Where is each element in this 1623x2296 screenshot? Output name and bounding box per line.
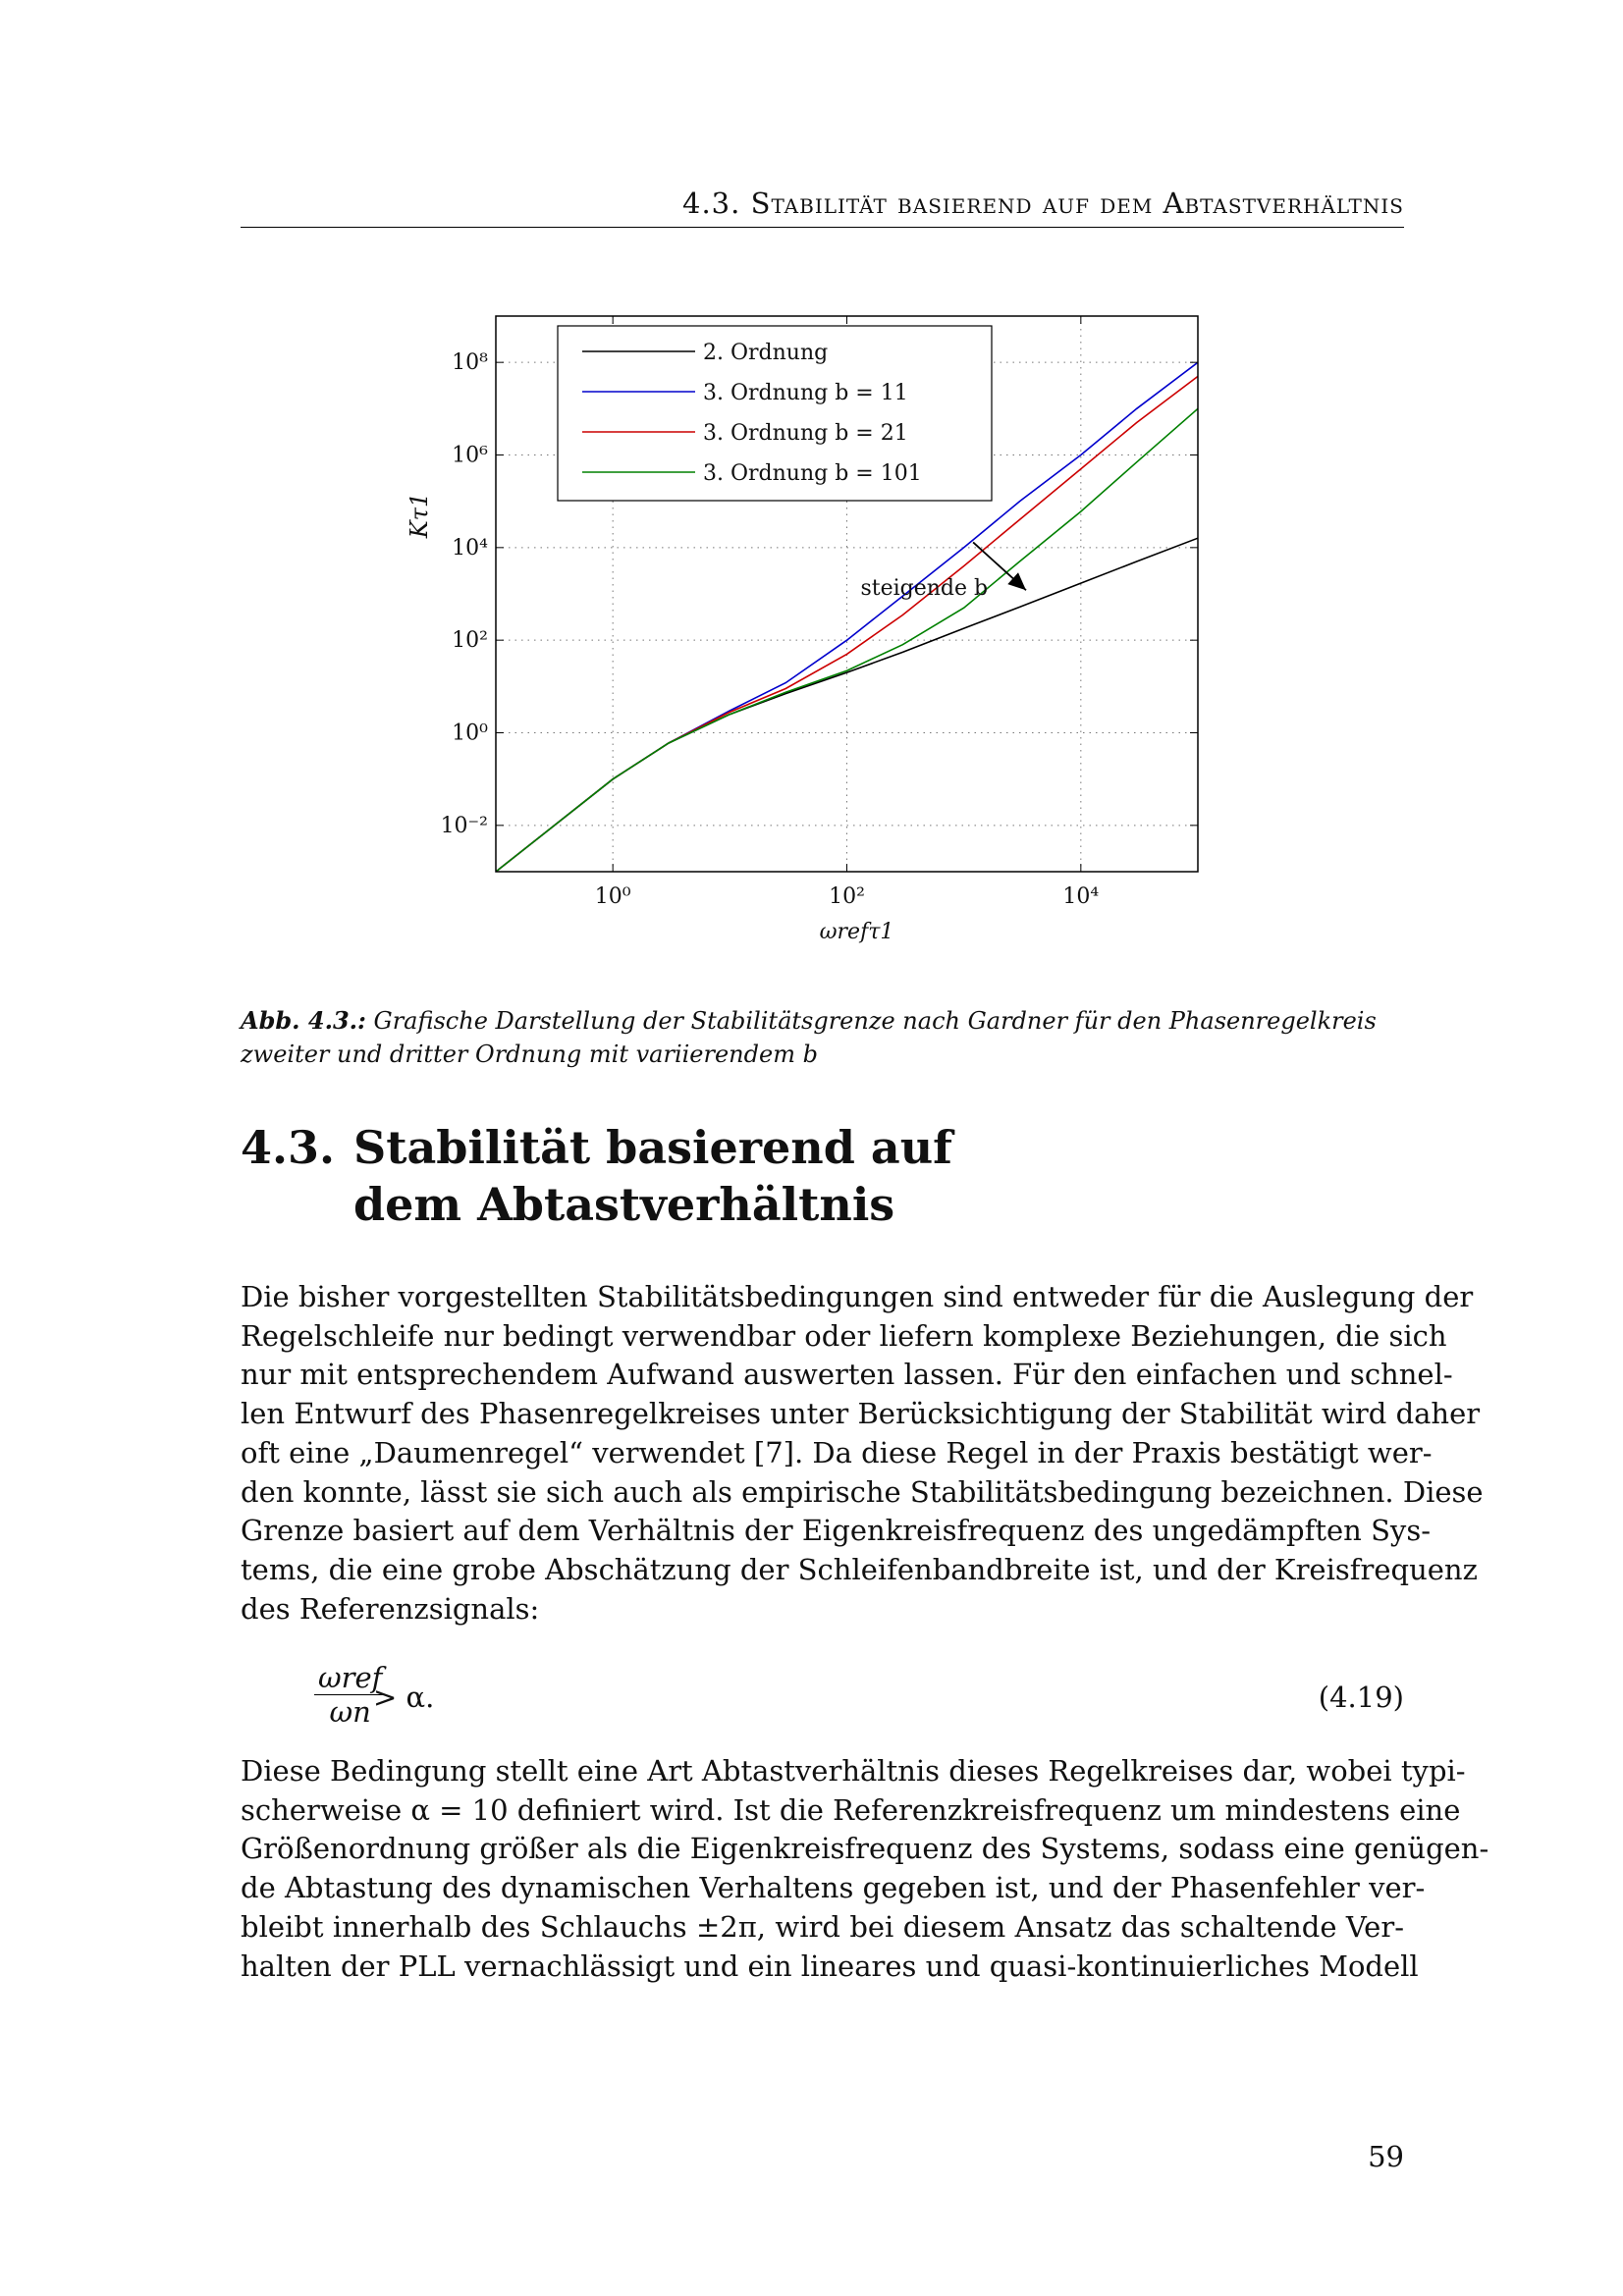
text-line: oft eine „Daumenregel“ verwendet [7]. Da diese Regel in der Praxis bestätigt wer- <box>241 1435 1433 1469</box>
x-axis-label: ωrefτ1 <box>819 920 894 944</box>
equation-denominator: ωn <box>329 1695 371 1729</box>
equation-relation: > α. <box>373 1681 435 1714</box>
page-number: 59 <box>1368 2140 1404 2173</box>
legend-label: 3. Ordnung b = 21 <box>703 421 908 446</box>
text-line: Größenordnung größer als die Eigenkreisfrequenz des Systems, sodass eine genügen- <box>241 1832 1489 1866</box>
paragraph-1 <box>241 1278 1484 1629</box>
y-tick-label: 10⁶ <box>452 443 488 468</box>
y-axis-label: Kτ1 <box>406 492 433 539</box>
text-line: scherweise α = 10 definiert wird. Ist die Referenzkreisfrequenz um mindestens eine <box>241 1792 1461 1827</box>
y-tick-label: 10⁴ <box>452 535 488 561</box>
legend-label: 3. Ordnung b = 101 <box>703 461 922 486</box>
y-tick-label: 10⁻² <box>440 813 488 838</box>
y-tick-label: 10⁸ <box>452 350 488 376</box>
series-line <box>496 538 1198 872</box>
legend-label: 3. Ordnung b = 11 <box>703 381 908 405</box>
caption-label: Abb. 4.3.: <box>241 1006 366 1035</box>
stability-chart <box>393 294 1237 962</box>
annotation-label: steigende b <box>860 576 989 602</box>
text-line: Regelschleife nur bedingt verwendbar oder liefern komplexe Beziehungen, die sich <box>241 1318 1447 1353</box>
running-head: 4.3. Stabilität basierend auf dem Abtastverhältnis <box>682 187 1404 220</box>
text-line: nur mit entsprechendem Aufwand auswerten lassen. Für den einfachen und schnel- <box>241 1358 1453 1392</box>
caption-text: Grafische Darstellung der Stabilitätsgrenze nach Gardner für den Phasenregelkreis zweiter und dritter Ordnung mit variierendem b <box>241 1007 1377 1068</box>
x-tick-label: 10² <box>829 884 865 909</box>
text-line: halten der PLL vernachlässigt und ein lineares und quasi-kontinuierliches Modell <box>241 1949 1419 1983</box>
legend-label: 2. Ordnung <box>703 341 829 365</box>
section-title: Stabilität basierend auf dem Abtastverhältnis <box>353 1121 952 1231</box>
text-line: tems, die eine grobe Abschätzung der Schleifenbandbreite ist, und der Kreisfrequenz <box>241 1552 1478 1586</box>
text-line: de Abtastung des dynamischen Verhaltens gegeben ist, und der Phasenfehler ver- <box>241 1871 1426 1905</box>
text-line: Diese Bedingung stellt eine Art Abtastverhältnis dieses Regelkreises dar, wobei typi- <box>241 1754 1466 1788</box>
stability-figure <box>393 294 1237 962</box>
figure-caption <box>241 1004 1404 1071</box>
text-line: den konnte, lässt sie sich auch als empirische Stabilitätsbedingung bezeichnen. Diese <box>241 1474 1484 1509</box>
equation-4-19 <box>314 1661 1404 1739</box>
text-line: bleibt innerhalb des Schlauchs ±2π, wird bei diesem Ansatz das schaltende Ver- <box>241 1909 1404 1944</box>
text-line: des Referenzsignals: <box>241 1591 540 1626</box>
text-line: len Entwurf des Phasenregelkreises unter Berücksichtigung der Stabilität wird daher <box>241 1397 1481 1431</box>
text-line: Grenze basiert auf dem Verhältnis der Eigenkreisfrequenz des ungedämpften Sys- <box>241 1514 1431 1548</box>
text-line: Die bisher vorgestellten Stabilitätsbedingungen sind entweder für die Auslegung der <box>241 1280 1474 1313</box>
equation-number: (4.19) <box>1318 1681 1404 1714</box>
y-tick-label: 10⁰ <box>452 721 488 746</box>
section-number: 4.3. <box>241 1121 336 1174</box>
y-tick-label: 10² <box>452 628 488 654</box>
paragraph-2 <box>241 1752 1489 1986</box>
header-rule <box>241 227 1404 228</box>
x-tick-label: 10⁰ <box>594 884 631 909</box>
x-tick-label: 10⁴ <box>1062 884 1100 909</box>
equation-numerator: ωref <box>314 1661 386 1695</box>
